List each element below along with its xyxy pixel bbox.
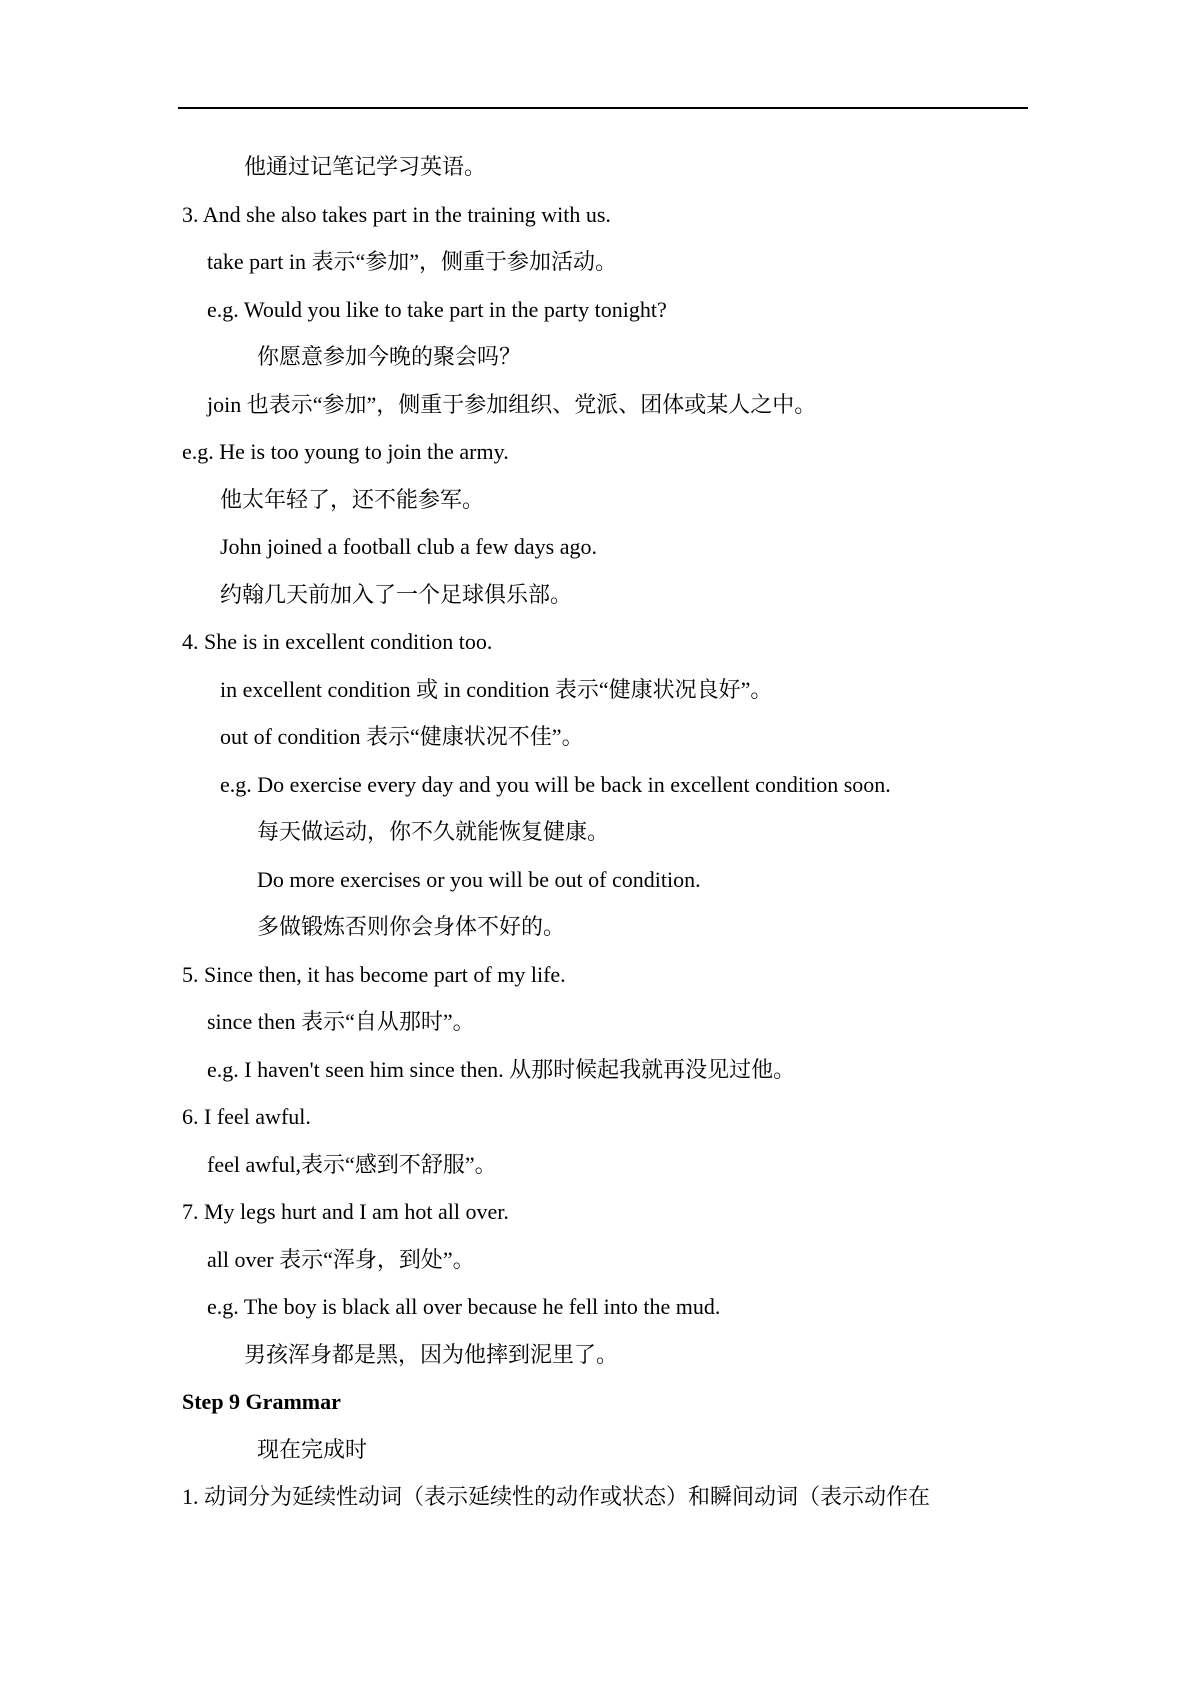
text-line: 4. She is in excellent condition too. [182, 629, 493, 654]
text-line: out of condition 表示“健康状况不佳”。 [220, 724, 584, 749]
text-line: 男孩浑身都是黑，因为他摔到泥里了。 [244, 1342, 619, 1367]
text-line: Do more exercises or you will be out of condition. [257, 867, 701, 892]
text-line: e.g. I haven't seen him since then. 从那时候起我就再没见过他。 [207, 1057, 796, 1082]
text-line: all over 表示“浑身，到处”。 [207, 1247, 475, 1272]
text-line: 你愿意参加今晚的聚会吗？ [257, 344, 522, 369]
text-line: e.g. Would you like to take part in the party tonight? [207, 297, 667, 322]
section-heading: Step 9 Grammar [182, 1389, 341, 1414]
text-line: since then 表示“自从那时”。 [207, 1009, 475, 1034]
text-line: 约翰几天前加入了一个足球俱乐部。 [220, 582, 573, 607]
text-line: 他通过记笔记学习英语。 [244, 154, 487, 179]
text-line: 1. 动词分为延续性动词（表示延续性的动作或状态）和瞬间动词（表示动作在 [182, 1484, 931, 1509]
text-line: take part in 表示“参加”，侧重于参加活动。 [207, 249, 617, 274]
text-line: 5. Since then, it has become part of my life. [182, 962, 566, 987]
text-line: join 也表示“参加”，侧重于参加组织、党派、团体或某人之中。 [207, 392, 817, 417]
text-line: 7. My legs hurt and I am hot all over. [182, 1199, 509, 1224]
text-line: 他太年轻了，还不能参军。 [220, 487, 485, 512]
text-line: 3. And she also takes part in the training with us. [182, 202, 611, 227]
text-line: in excellent condition 或 in condition 表示“健康状况良好”。 [220, 677, 773, 702]
header-rule [178, 107, 1028, 109]
text-line: e.g. Do exercise every day and you will be back in excellent condition soon. [220, 772, 891, 797]
text-line: e.g. The boy is black all over because he fell into the mud. [207, 1294, 721, 1319]
subheading: 现在完成时 [257, 1437, 368, 1462]
text-line: 6. I feel awful. [182, 1104, 311, 1129]
text-line: feel awful,表示“感到不舒服”。 [207, 1152, 497, 1177]
text-line: John joined a football club a few days ago. [220, 534, 597, 559]
text-line: e.g. He is too young to join the army. [182, 439, 509, 464]
text-line: 多做锻炼否则你会身体不好的。 [257, 914, 566, 939]
text-line: 每天做运动，你不久就能恢复健康。 [257, 819, 610, 844]
